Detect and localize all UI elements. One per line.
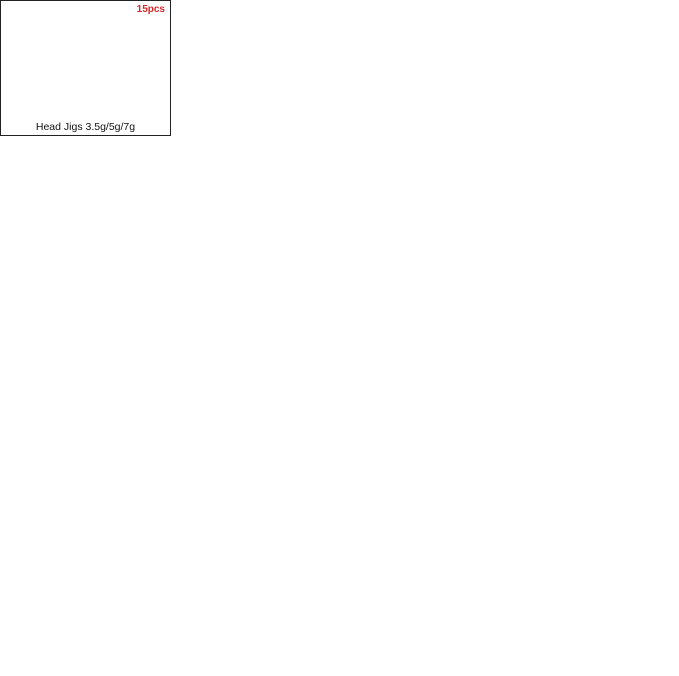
product-label-line: Head Jigs 3.5g/5g/7g <box>35 121 136 133</box>
piece-count-badge: 15pcs <box>136 4 165 15</box>
head-jigs-illustration <box>1 1 171 136</box>
product-cell-head-jigs <box>0 0 171 136</box>
product-label <box>1 121 170 133</box>
